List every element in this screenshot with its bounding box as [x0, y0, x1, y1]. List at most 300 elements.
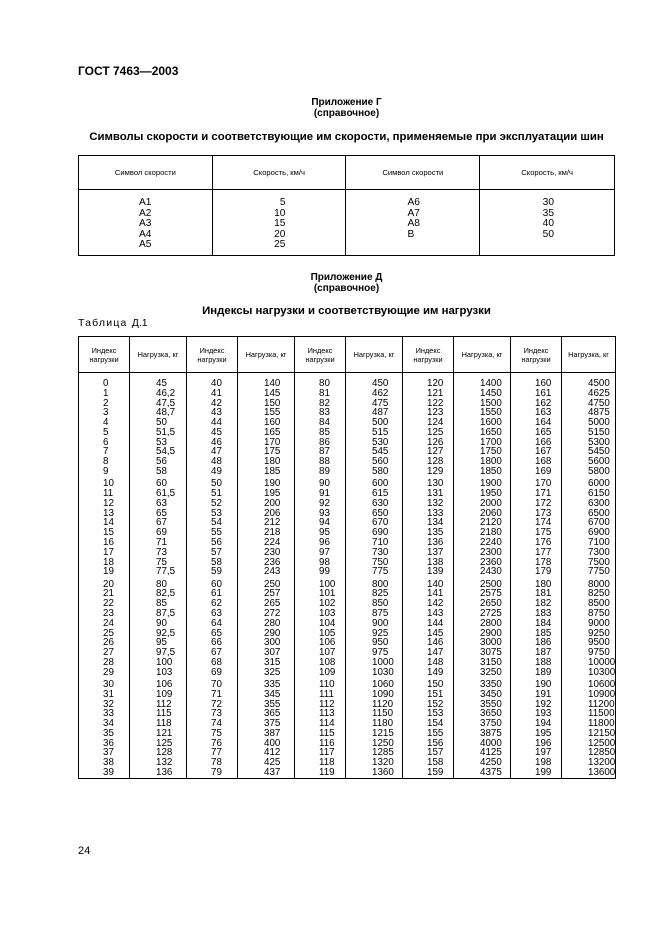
load-index-cell: 26 — [79, 638, 130, 648]
load-index-cell: 25 — [79, 629, 130, 639]
header-load-kg-4: Нагрузка, кг — [454, 337, 511, 373]
load-kg-cell: 46,2 — [130, 389, 187, 399]
load-index-cell: 76 — [187, 739, 238, 749]
load-index-cell: 12 — [79, 499, 130, 509]
load-index-cell: 127 — [403, 447, 454, 457]
load-index-cell: 60 — [187, 577, 238, 589]
load-index-cell: 148 — [403, 658, 454, 668]
load-kg-cell: 103 — [130, 668, 187, 678]
load-kg-cell: 560 — [346, 457, 403, 467]
load-index-cell: 115 — [295, 729, 346, 739]
load-index-cell: 199 — [511, 768, 562, 778]
load-kg-cell: 2120 — [454, 518, 511, 528]
load-kg-cell: 112 — [130, 700, 187, 710]
load-index-cell: 6 — [79, 438, 130, 448]
load-index-cell: 160 — [511, 373, 562, 389]
load-index-cell: 161 — [511, 389, 562, 399]
load-kg-cell: 50 — [130, 418, 187, 428]
load-index-cell: 38 — [79, 758, 130, 768]
load-kg-cell: 8250 — [562, 589, 616, 599]
load-index-cell: 119 — [295, 768, 346, 778]
load-index-cell: 181 — [511, 589, 562, 599]
load-kg-cell: 3650 — [454, 709, 511, 719]
load-index-cell: 183 — [511, 609, 562, 619]
load-kg-cell: 11500 — [562, 709, 616, 719]
load-index-cell: 42 — [187, 399, 238, 409]
load-index-cell: 186 — [511, 638, 562, 648]
load-index-cell: 68 — [187, 658, 238, 668]
load-kg-cell: 175 — [238, 447, 295, 457]
header-load-kg-5: Нагрузка, кг — [562, 337, 616, 373]
load-index-cell: 84 — [295, 418, 346, 428]
load-index-cell: 155 — [403, 729, 454, 739]
load-kg-cell: 272 — [238, 609, 295, 619]
load-index-cell: 128 — [403, 457, 454, 467]
load-index-cell: 107 — [295, 648, 346, 658]
load-kg-cell: 230 — [238, 548, 295, 558]
load-kg-cell: 13200 — [562, 758, 616, 768]
appendix-d-title: Приложение Д — [310, 272, 383, 283]
speed-symbol-table — [78, 155, 615, 256]
load-index-cell: 139 — [403, 567, 454, 577]
load-kg-cell: 1900 — [454, 477, 511, 489]
load-index-cell: 101 — [295, 589, 346, 599]
load-kg-cell: 54,5 — [130, 447, 187, 457]
load-index-cell: 153 — [403, 709, 454, 719]
load-kg-cell: 1215 — [346, 729, 403, 739]
load-index-cell: 144 — [403, 619, 454, 629]
load-index-cell: 27 — [79, 648, 130, 658]
load-kg-cell: 7300 — [562, 548, 616, 558]
load-kg-cell: 9000 — [562, 619, 616, 629]
load-index-cell: 123 — [403, 408, 454, 418]
load-index-cell: 163 — [511, 408, 562, 418]
load-index-cell: 164 — [511, 418, 562, 428]
load-index-cell: 96 — [295, 538, 346, 548]
load-kg-cell: 515 — [346, 428, 403, 438]
load-index-cell: 47 — [187, 447, 238, 457]
load-index-cell: 35 — [79, 729, 130, 739]
load-kg-cell: 750 — [346, 558, 403, 568]
appendix-g-subtitle: (справочное) — [313, 108, 380, 119]
load-index-cell: 136 — [403, 538, 454, 548]
load-index-cell: 191 — [511, 690, 562, 700]
speed-symbols-right: А6 А7 А8 В — [346, 190, 480, 256]
load-index-cell: 103 — [295, 609, 346, 619]
load-index-cell: 170 — [511, 477, 562, 489]
load-kg-cell: 250 — [238, 577, 295, 589]
load-kg-cell: 9250 — [562, 629, 616, 639]
load-index-cell: 150 — [403, 677, 454, 689]
load-index-cell: 82 — [295, 399, 346, 409]
load-kg-cell: 6150 — [562, 489, 616, 499]
load-kg-cell: 437 — [238, 768, 295, 778]
load-index-cell: 30 — [79, 677, 130, 689]
load-kg-cell: 615 — [346, 489, 403, 499]
load-index-cell: 28 — [79, 658, 130, 668]
load-index-table — [78, 336, 616, 779]
load-kg-cell: 307 — [238, 648, 295, 658]
load-kg-cell: 4375 — [454, 768, 511, 778]
load-kg-cell: 6300 — [562, 499, 616, 509]
load-index-cell: 16 — [79, 538, 130, 548]
speed-section-title: Символы скорости и соответствующие им скорости, применяемые при эксплуатации шин — [89, 131, 604, 143]
load-index-cell: 187 — [511, 648, 562, 658]
load-index-cell: 33 — [79, 709, 130, 719]
load-kg-cell: 118 — [130, 719, 187, 729]
load-index-cell: 113 — [295, 709, 346, 719]
load-kg-cell: 3450 — [454, 690, 511, 700]
load-kg-cell: 7100 — [562, 538, 616, 548]
load-index-cell: 55 — [187, 528, 238, 538]
load-index-cell: 74 — [187, 719, 238, 729]
table-row — [79, 467, 616, 477]
load-index-cell: 138 — [403, 558, 454, 568]
load-kg-cell: 71 — [130, 538, 187, 548]
load-index-cell: 62 — [187, 599, 238, 609]
load-kg-cell: 67 — [130, 518, 187, 528]
load-kg-cell: 1320 — [346, 758, 403, 768]
load-index-cell: 197 — [511, 748, 562, 758]
load-index-cell: 24 — [79, 619, 130, 629]
load-index-cell: 165 — [511, 428, 562, 438]
load-index-cell: 7 — [79, 447, 130, 457]
load-kg-cell: 670 — [346, 518, 403, 528]
load-index-cell: 20 — [79, 577, 130, 589]
load-kg-cell: 53 — [130, 438, 187, 448]
load-index-cell: 61 — [187, 589, 238, 599]
table-row — [79, 768, 616, 778]
load-kg-cell: 1060 — [346, 677, 403, 689]
load-index-cell: 149 — [403, 668, 454, 678]
table-row — [79, 677, 616, 689]
load-kg-cell: 3250 — [454, 668, 511, 678]
load-index-cell: 92 — [295, 499, 346, 509]
load-kg-cell: 77,5 — [130, 567, 187, 577]
load-index-cell: 43 — [187, 408, 238, 418]
speed-values-right: 30 35 40 50 — [480, 190, 615, 256]
load-index-cell: 97 — [295, 548, 346, 558]
load-kg-cell: 290 — [238, 629, 295, 639]
load-index-cell: 175 — [511, 528, 562, 538]
load-kg-cell: 10600 — [562, 677, 616, 689]
load-index-cell: 176 — [511, 538, 562, 548]
load-index-cell: 63 — [187, 609, 238, 619]
load-kg-cell: 1250 — [346, 739, 403, 749]
load-kg-cell: 65 — [130, 509, 187, 519]
load-index-cell: 118 — [295, 758, 346, 768]
load-kg-cell: 1550 — [454, 408, 511, 418]
load-kg-cell: 345 — [238, 690, 295, 700]
load-index-cell: 72 — [187, 700, 238, 710]
document-header: ГОСТ 7463—2003 — [78, 64, 179, 78]
load-index-cell: 14 — [79, 518, 130, 528]
appendix-g-heading — [78, 97, 615, 119]
speed-values-left: 5 10 15 20 25 — [212, 190, 346, 256]
load-index-cell: 1 — [79, 389, 130, 399]
load-kg-cell: 6000 — [562, 477, 616, 489]
load-index-cell: 81 — [295, 389, 346, 399]
load-kg-cell: 3875 — [454, 729, 511, 739]
load-kg-cell: 56 — [130, 457, 187, 467]
load-kg-cell: 165 — [238, 428, 295, 438]
load-index-cell: 52 — [187, 499, 238, 509]
load-index-cell: 75 — [187, 729, 238, 739]
load-kg-cell: 325 — [238, 668, 295, 678]
load-kg-cell: 236 — [238, 558, 295, 568]
load-index-cell: 108 — [295, 658, 346, 668]
load-kg-cell: 132 — [130, 758, 187, 768]
load-kg-cell: 2060 — [454, 509, 511, 519]
load-kg-cell: 1090 — [346, 690, 403, 700]
load-index-cell: 67 — [187, 648, 238, 658]
load-kg-cell: 63 — [130, 499, 187, 509]
load-index-cell: 88 — [295, 457, 346, 467]
load-kg-cell: 5600 — [562, 457, 616, 467]
load-kg-cell: 545 — [346, 447, 403, 457]
load-index-cell: 172 — [511, 499, 562, 509]
load-kg-cell: 2000 — [454, 499, 511, 509]
load-kg-cell: 73 — [130, 548, 187, 558]
load-kg-cell: 600 — [346, 477, 403, 489]
load-kg-cell: 425 — [238, 758, 295, 768]
load-kg-cell: 4000 — [454, 739, 511, 749]
load-index-cell: 80 — [295, 373, 346, 389]
load-kg-cell: 121 — [130, 729, 187, 739]
load-kg-cell: 1120 — [346, 700, 403, 710]
load-kg-cell: 530 — [346, 438, 403, 448]
load-kg-cell: 9500 — [562, 638, 616, 648]
load-kg-cell: 160 — [238, 418, 295, 428]
load-kg-cell: 48,7 — [130, 408, 187, 418]
load-index-cell: 18 — [79, 558, 130, 568]
load-index-cell: 95 — [295, 528, 346, 538]
load-kg-cell: 1450 — [454, 389, 511, 399]
load-kg-cell: 11200 — [562, 700, 616, 710]
load-index-cell: 121 — [403, 389, 454, 399]
load-index-cell: 99 — [295, 567, 346, 577]
load-index-cell: 179 — [511, 567, 562, 577]
load-index-cell: 8 — [79, 457, 130, 467]
appendix-d-subtitle: (справочное) — [313, 283, 380, 294]
table-label — [78, 317, 148, 329]
load-index-cell: 94 — [295, 518, 346, 528]
load-kg-cell: 10900 — [562, 690, 616, 700]
speed-symbols-left: А1 А2 А3 А4 А5 — [79, 190, 213, 256]
load-kg-cell: 136 — [130, 768, 187, 778]
load-kg-cell: 6500 — [562, 509, 616, 519]
load-kg-cell: 3000 — [454, 638, 511, 648]
speed-table-header — [79, 156, 615, 190]
load-kg-cell: 97,5 — [130, 648, 187, 658]
load-kg-cell: 12850 — [562, 748, 616, 758]
load-index-cell: 86 — [295, 438, 346, 448]
load-index-cell: 134 — [403, 518, 454, 528]
load-kg-cell: 925 — [346, 629, 403, 639]
load-kg-cell: 387 — [238, 729, 295, 739]
load-kg-cell: 3750 — [454, 719, 511, 729]
load-kg-cell: 2650 — [454, 599, 511, 609]
load-kg-cell: 82,5 — [130, 589, 187, 599]
load-kg-cell: 6900 — [562, 528, 616, 538]
load-index-cell: 56 — [187, 538, 238, 548]
load-index-cell: 147 — [403, 648, 454, 658]
load-kg-cell: 8750 — [562, 609, 616, 619]
load-index-cell: 100 — [295, 577, 346, 589]
load-index-cell: 162 — [511, 399, 562, 409]
table-row — [79, 668, 616, 678]
load-kg-cell: 500 — [346, 418, 403, 428]
load-kg-cell: 90 — [130, 619, 187, 629]
load-kg-cell: 95 — [130, 638, 187, 648]
load-index-cell: 37 — [79, 748, 130, 758]
load-kg-cell: 11800 — [562, 719, 616, 729]
load-index-cell: 98 — [295, 558, 346, 568]
load-index-cell: 40 — [187, 373, 238, 389]
speed-header-symbol-2: Символ скорости — [346, 156, 480, 190]
load-kg-cell: 125 — [130, 739, 187, 749]
load-index-cell: 159 — [403, 768, 454, 778]
load-kg-cell: 12150 — [562, 729, 616, 739]
load-index-cell: 157 — [403, 748, 454, 758]
load-kg-cell: 487 — [346, 408, 403, 418]
speed-header-speed-2: Скорость, км/ч — [480, 156, 615, 190]
appendix-d-heading — [78, 272, 615, 294]
load-kg-cell: 2360 — [454, 558, 511, 568]
load-kg-cell: 412 — [238, 748, 295, 758]
load-kg-cell: 10300 — [562, 668, 616, 678]
load-kg-cell: 1360 — [346, 768, 403, 778]
load-table-header — [79, 337, 616, 373]
load-index-cell: 130 — [403, 477, 454, 489]
load-kg-cell: 2575 — [454, 589, 511, 599]
load-index-cell: 85 — [295, 428, 346, 438]
load-index-cell: 87 — [295, 447, 346, 457]
header-load-index-3: Индекс нагрузки — [295, 337, 346, 373]
table-row — [79, 567, 616, 577]
load-index-cell: 125 — [403, 428, 454, 438]
load-kg-cell: 80 — [130, 577, 187, 589]
load-index-cell: 166 — [511, 438, 562, 448]
load-index-cell: 65 — [187, 629, 238, 639]
load-index-cell: 184 — [511, 619, 562, 629]
load-kg-cell: 106 — [130, 677, 187, 689]
load-kg-cell: 825 — [346, 589, 403, 599]
load-kg-cell: 2800 — [454, 619, 511, 629]
load-kg-cell: 47,5 — [130, 399, 187, 409]
load-kg-cell: 1950 — [454, 489, 511, 499]
load-index-cell: 49 — [187, 467, 238, 477]
load-kg-cell: 243 — [238, 567, 295, 577]
load-index-cell: 0 — [79, 373, 130, 389]
load-index-cell: 193 — [511, 709, 562, 719]
load-index-cell: 112 — [295, 700, 346, 710]
load-index-cell: 182 — [511, 599, 562, 609]
load-index-cell: 196 — [511, 739, 562, 749]
load-section-title: Индексы нагрузки и соответствующие им нагрузки — [202, 305, 491, 317]
load-kg-cell: 580 — [346, 467, 403, 477]
load-kg-cell: 850 — [346, 599, 403, 609]
load-index-cell: 122 — [403, 399, 454, 409]
load-kg-cell: 800 — [346, 577, 403, 589]
load-kg-cell: 145 — [238, 389, 295, 399]
load-index-cell: 171 — [511, 489, 562, 499]
load-kg-cell: 109 — [130, 690, 187, 700]
load-index-cell: 132 — [403, 499, 454, 509]
header-load-index-2: Индекс нагрузки — [187, 337, 238, 373]
load-kg-cell: 450 — [346, 373, 403, 389]
load-kg-cell: 710 — [346, 538, 403, 548]
load-index-cell: 105 — [295, 629, 346, 639]
load-index-cell: 156 — [403, 739, 454, 749]
load-kg-cell: 190 — [238, 477, 295, 489]
load-kg-cell: 1150 — [346, 709, 403, 719]
load-index-cell: 45 — [187, 428, 238, 438]
load-kg-cell: 87,5 — [130, 609, 187, 619]
load-index-cell: 59 — [187, 567, 238, 577]
load-index-cell: 141 — [403, 589, 454, 599]
load-kg-cell: 180 — [238, 457, 295, 467]
header-load-index-5: Индекс нагрузки — [511, 337, 562, 373]
load-kg-cell: 2180 — [454, 528, 511, 538]
load-kg-cell: 155 — [238, 408, 295, 418]
load-index-cell: 151 — [403, 690, 454, 700]
load-kg-cell: 1285 — [346, 748, 403, 758]
load-kg-cell: 355 — [238, 700, 295, 710]
load-kg-cell: 2725 — [454, 609, 511, 619]
load-index-cell: 91 — [295, 489, 346, 499]
load-kg-cell: 1400 — [454, 373, 511, 389]
load-index-cell: 48 — [187, 457, 238, 467]
load-index-cell: 117 — [295, 748, 346, 758]
load-index-cell: 174 — [511, 518, 562, 528]
speed-header-symbol-1: Символ скорости — [79, 156, 213, 190]
load-index-cell: 22 — [79, 599, 130, 609]
load-kg-cell: 300 — [238, 638, 295, 648]
load-kg-cell: 1600 — [454, 418, 511, 428]
load-index-cell: 11 — [79, 489, 130, 499]
load-index-cell: 154 — [403, 719, 454, 729]
load-index-cell: 34 — [79, 719, 130, 729]
speed-header-speed-1: Скорость, км/ч — [212, 156, 346, 190]
load-kg-cell: 185 — [238, 467, 295, 477]
load-index-cell: 133 — [403, 509, 454, 519]
load-index-cell: 36 — [79, 739, 130, 749]
load-kg-cell: 45 — [130, 373, 187, 389]
table-row — [79, 373, 616, 389]
table-label-word: Таблица — [78, 317, 128, 329]
load-index-cell: 44 — [187, 418, 238, 428]
load-kg-cell: 950 — [346, 638, 403, 648]
load-kg-cell: 690 — [346, 528, 403, 538]
load-kg-cell: 315 — [238, 658, 295, 668]
load-index-cell: 41 — [187, 389, 238, 399]
speed-table-body — [79, 190, 615, 256]
load-kg-cell: 257 — [238, 589, 295, 599]
load-index-cell: 152 — [403, 700, 454, 710]
load-index-cell: 131 — [403, 489, 454, 499]
load-index-cell: 146 — [403, 638, 454, 648]
load-index-cell: 158 — [403, 758, 454, 768]
load-kg-cell: 3350 — [454, 677, 511, 689]
load-kg-cell: 1850 — [454, 467, 511, 477]
load-index-cell: 73 — [187, 709, 238, 719]
load-kg-cell: 375 — [238, 719, 295, 729]
table-label-number: Д.1 — [131, 317, 148, 329]
load-kg-cell: 365 — [238, 709, 295, 719]
load-kg-cell: 1500 — [454, 399, 511, 409]
load-kg-cell: 335 — [238, 677, 295, 689]
